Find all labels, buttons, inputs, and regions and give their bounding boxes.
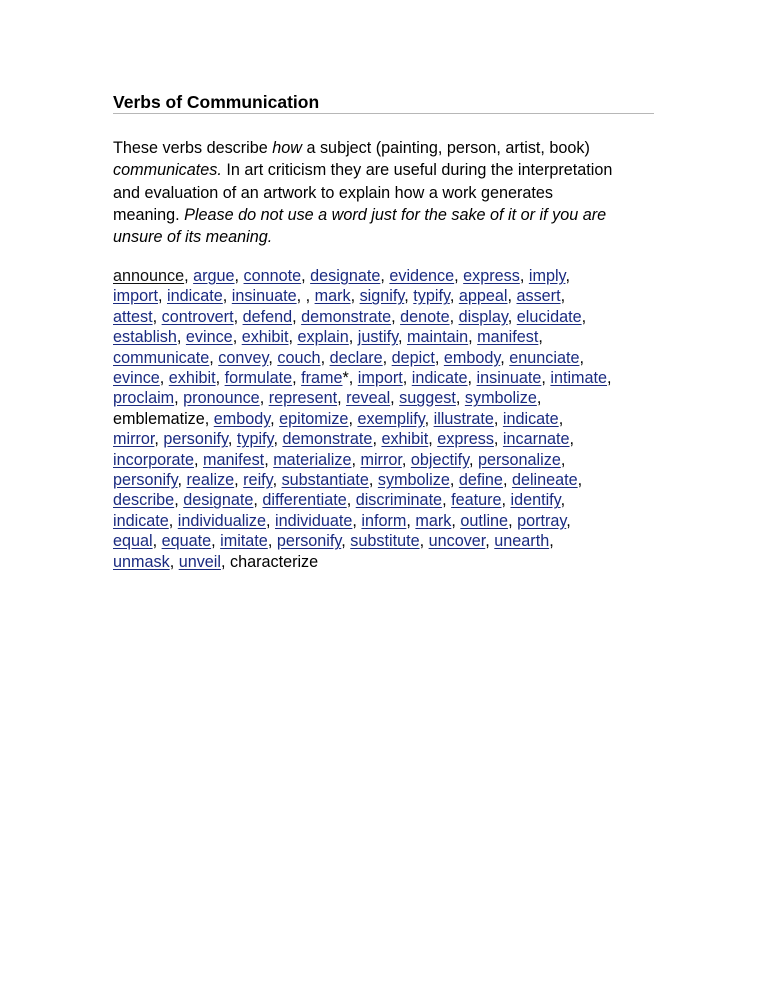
verb-link[interactable]: reveal [346, 389, 391, 408]
intro-line [113, 137, 673, 159]
verb-link[interactable]: outline [460, 511, 509, 530]
verb-separator: , [428, 430, 438, 449]
verb-link[interactable]: suggest [399, 389, 456, 408]
verb-separator: , characterize [220, 552, 319, 571]
verb-separator: , [566, 511, 571, 530]
verb-link[interactable]: demonstrate [301, 307, 392, 326]
verb-link[interactable]: frame [301, 369, 343, 388]
verb-link[interactable]: elucidate [516, 307, 582, 326]
verb-separator: , [449, 471, 459, 490]
verb-separator: , [176, 328, 186, 347]
verb-separator: , [419, 532, 429, 551]
verb-row [113, 490, 673, 510]
verb-link[interactable]: indicate [113, 511, 169, 530]
intro-text: and evaluation of an artwork to explain how a work generates [113, 183, 554, 202]
verb-separator: , [577, 471, 583, 490]
verb-link[interactable]: connote [243, 267, 302, 285]
verb-link[interactable]: incarnate [502, 430, 570, 449]
verb-link[interactable]: communicate [113, 348, 210, 367]
verb-separator: , [159, 369, 169, 388]
verb-separator: , [292, 369, 302, 388]
verb-row [113, 348, 673, 368]
verb-row [113, 388, 673, 408]
verb-separator: , [538, 328, 543, 347]
verb-separator: , [565, 267, 570, 285]
verb-link[interactable]: convey [218, 348, 269, 367]
verb-link[interactable]: imitate [220, 532, 268, 551]
verb-separator: , [404, 287, 414, 306]
verb-separator: , [272, 471, 282, 490]
verb-link[interactable]: feature [451, 491, 502, 510]
intro-text: These verbs describe [113, 139, 273, 157]
verb-link[interactable]: display [458, 307, 508, 326]
verb-link[interactable]: express [463, 267, 520, 285]
verb-link[interactable]: indicate [166, 287, 223, 306]
verb-link[interactable]: evince [113, 369, 160, 388]
verb-link[interactable]: maintain [406, 328, 469, 347]
verb-separator: , [493, 430, 503, 449]
verb-separator: , [451, 511, 461, 530]
verb-link[interactable]: express [437, 430, 494, 449]
verb-link[interactable]: formulate [224, 369, 293, 388]
verb-row [113, 511, 673, 531]
verb-separator: , [301, 267, 311, 285]
intro-italic-text: unsure of its meaning. [113, 228, 273, 247]
verb-separator: , [500, 348, 510, 367]
verb-separator: , [211, 532, 221, 551]
verb-separator: , [502, 471, 512, 490]
verb-link[interactable]: personify [276, 532, 342, 551]
verb-separator: , [401, 450, 411, 469]
intro-line [113, 226, 673, 248]
verb-separator: , [234, 471, 244, 490]
verb-link[interactable]: evince [185, 328, 233, 347]
verb-separator: , [346, 491, 356, 510]
verb-link[interactable]: assert [516, 287, 561, 306]
verb-separator: , [519, 267, 529, 285]
verb-list [113, 266, 673, 572]
verb-link[interactable]: substitute [350, 532, 420, 551]
verb-link[interactable]: exhibit [241, 328, 289, 347]
verb-separator: , [579, 348, 584, 367]
verb-separator: , [169, 552, 179, 571]
verb-link[interactable]: exhibit [168, 369, 216, 388]
verb-separator: , [152, 307, 162, 326]
verb-separator: , [558, 409, 564, 428]
page-title: Verbs of Communication [113, 92, 654, 114]
verb-separator: , [468, 328, 478, 347]
verb-separator: , [467, 369, 477, 388]
verb-separator: emblematize, [113, 409, 214, 428]
verb-separator: *, [342, 369, 358, 388]
verb-separator: , [380, 267, 390, 285]
intro-italic-text: Please do not use a word just for the sake of it or if you are [184, 205, 607, 224]
verb-separator: , [508, 511, 518, 530]
verb-separator: , [560, 450, 566, 469]
verb-separator: , [168, 511, 178, 530]
verb-separator: , [402, 369, 412, 388]
verb-link[interactable]: establish [113, 328, 177, 347]
verb-row [113, 552, 673, 572]
verb-separator: , [267, 532, 277, 551]
verb-link[interactable]: imply [528, 267, 566, 285]
verb-separator: , [455, 389, 465, 408]
verb-separator: , [222, 287, 232, 306]
verb-link[interactable]: uncover [428, 532, 486, 551]
verb-separator: , [454, 267, 464, 285]
verb-link[interactable]: realize [186, 471, 235, 490]
verb-separator: , [351, 450, 361, 469]
verb-link[interactable]: exemplify [357, 409, 425, 428]
verb-link[interactable]: define [458, 471, 503, 490]
verb-row [113, 409, 673, 429]
verb-separator: , [264, 450, 274, 469]
verb-row [113, 531, 673, 551]
verb-link[interactable]: signify [359, 287, 405, 306]
intro-italic-text: communicates. [113, 161, 222, 180]
intro-italic-text: how [272, 139, 302, 157]
verb-link[interactable]: illustrate [433, 409, 494, 428]
verb-link[interactable]: defend [242, 307, 293, 326]
verb-link[interactable]: materialize [273, 450, 352, 469]
verb-separator: , [449, 307, 459, 326]
verb-link[interactable]: personify [113, 471, 178, 490]
intro-line [113, 159, 673, 181]
verb-link[interactable]: incorporate [113, 450, 194, 469]
verb-separator: , [541, 369, 551, 388]
verb-link[interactable]: typify [413, 287, 450, 306]
verb-separator: , [397, 328, 407, 347]
verb-separator: , [507, 307, 517, 326]
verb-link[interactable]: embody [213, 409, 271, 428]
verb-link[interactable]: unearth [494, 532, 550, 551]
verb-link[interactable]: unmask [113, 552, 170, 571]
verb-link[interactable]: discriminate [355, 491, 443, 510]
verb-link[interactable]: identify [510, 491, 561, 510]
verb-separator: , [233, 307, 243, 326]
verb-link[interactable]: insinuate [476, 369, 542, 388]
verb-separator: , [560, 491, 566, 510]
verb-separator: , [507, 287, 517, 306]
verb-separator: , [501, 491, 511, 510]
verb-separator: , [209, 348, 219, 367]
verb-link[interactable]: controvert [161, 307, 234, 326]
verb-link[interactable]: import [113, 287, 158, 306]
verb-link[interactable]: personalize [478, 450, 561, 469]
verb-separator: , [348, 409, 358, 428]
verb-link[interactable]: symbolize [464, 389, 537, 408]
intro-line [113, 182, 673, 204]
verb-separator: , [607, 369, 612, 388]
verb-link[interactable]: justify [357, 328, 398, 347]
verb-link[interactable]: embody [443, 348, 501, 367]
verb-link[interactable]: couch [277, 348, 321, 367]
verb-separator: , [259, 389, 269, 408]
verb-link[interactable]: indicate [502, 409, 559, 428]
verb-separator: , [581, 307, 587, 326]
verb-link[interactable]: describe [113, 491, 175, 510]
verb-separator: , [177, 471, 187, 490]
verb-link[interactable]: symbolize [377, 471, 450, 490]
verb-link[interactable]: individuate [274, 511, 353, 530]
verb-link[interactable]: designate [310, 267, 381, 285]
verb-separator: , [288, 328, 298, 347]
verb-separator: , [215, 369, 225, 388]
verb-link[interactable]: explain [297, 328, 349, 347]
verb-link[interactable]: unveil [178, 552, 221, 571]
verb-link[interactable]: substantiate [281, 471, 369, 490]
verb-link[interactable]: depict [391, 348, 435, 367]
verb-row [113, 368, 673, 388]
verb-separator: , [337, 389, 347, 408]
verb-separator: , [265, 511, 275, 530]
verb-row [113, 327, 673, 347]
verb-separator: , [348, 328, 358, 347]
verb-link[interactable]: argue [193, 267, 235, 285]
verb-separator: , [320, 348, 330, 367]
verb-separator: , [154, 430, 164, 449]
verb-row [113, 307, 673, 327]
verb-separator: , [434, 348, 444, 367]
verb-separator: , [536, 389, 542, 408]
verb-separator: , [390, 389, 400, 408]
verb-separator: , [372, 430, 382, 449]
verb-link[interactable]: manifest [477, 328, 539, 347]
verb-separator: , [549, 532, 554, 551]
verb-link[interactable]: epitomize [279, 409, 349, 428]
verb-separator: , [270, 409, 280, 428]
verb-separator: , [560, 287, 566, 306]
verb-link[interactable]: exhibit [381, 430, 429, 449]
verb-separator: , [292, 307, 302, 326]
intro-paragraph [113, 137, 673, 248]
verb-row [113, 450, 673, 470]
verb-link[interactable]: mark [314, 287, 351, 306]
verb-link[interactable]: mirror [113, 430, 155, 449]
verb-link[interactable]: typify [236, 430, 274, 449]
verb-separator: , [350, 287, 360, 306]
verb-separator: , [485, 532, 495, 551]
verb-separator: , , [296, 287, 315, 306]
verb-link[interactable]: manifest [203, 450, 265, 469]
verb-link[interactable]: equal [113, 532, 153, 551]
verb-link[interactable]: demonstrate [282, 430, 373, 449]
verb-separator: , [469, 450, 479, 469]
verb-link[interactable]: declare [329, 348, 383, 367]
verb-link[interactable]: appeal [458, 287, 508, 306]
verb-separator: , [424, 409, 434, 428]
verb-separator: , [391, 307, 401, 326]
verb-separator: , [382, 348, 392, 367]
verb-separator: , [442, 491, 452, 510]
verb-separator: , [352, 511, 362, 530]
verb-link[interactable]: evidence [389, 267, 455, 285]
verb-separator: , [341, 532, 351, 551]
verb-separator: , [406, 511, 416, 530]
verb-separator: , [184, 267, 194, 285]
verb-link[interactable]: mark [415, 511, 452, 530]
verb-separator: , [157, 287, 167, 306]
verb-separator: , [227, 430, 237, 449]
verb-separator: , [449, 287, 459, 306]
verb-separator: , [569, 430, 575, 449]
verb-row [113, 429, 673, 449]
intro-text: meaning. [113, 205, 185, 224]
verb-link[interactable]: enunciate [509, 348, 580, 367]
verb-separator: , [234, 267, 244, 285]
verb-separator: , [368, 471, 378, 490]
verb-link[interactable]: intimate [550, 369, 608, 388]
verb-link[interactable]: announce [113, 267, 185, 285]
verb-separator: , [152, 532, 162, 551]
verb-link[interactable]: inform [361, 511, 407, 530]
verb-link[interactable]: personify [163, 430, 228, 449]
intro-text: In art criticism they are useful during the interpretation [221, 161, 613, 180]
verb-separator: , [493, 409, 503, 428]
verb-link[interactable]: designate [183, 491, 254, 510]
verb-separator: , [174, 491, 184, 510]
verb-link[interactable]: portray [517, 511, 567, 530]
verb-link[interactable]: reify [243, 471, 273, 490]
verb-link[interactable]: mirror [360, 450, 402, 469]
verb-link[interactable]: proclaim [113, 389, 175, 408]
verb-separator: , [268, 348, 278, 367]
intro-line [113, 204, 673, 226]
verb-row [113, 266, 673, 286]
verb-row [113, 470, 673, 490]
verb-link[interactable]: indicate [411, 369, 468, 388]
verb-separator: , [174, 389, 184, 408]
verb-separator: , [194, 450, 203, 469]
verb-link[interactable]: delineate [511, 471, 578, 490]
verb-link[interactable]: objectify [410, 450, 470, 469]
verb-link[interactable]: attest [113, 307, 153, 326]
verb-link[interactable]: represent [268, 389, 338, 408]
verb-separator: , [253, 491, 263, 510]
verb-link[interactable]: insinuate [231, 287, 297, 306]
verb-link[interactable]: import [357, 369, 403, 388]
verb-link[interactable]: pronounce [183, 389, 260, 408]
verb-link[interactable]: individualize [177, 511, 266, 530]
intro-text: a subject (painting, person, artist, book) [301, 139, 590, 157]
verb-separator: , [232, 328, 242, 347]
verb-link[interactable]: equate [161, 532, 212, 551]
verb-link[interactable]: differentiate [262, 491, 347, 510]
verb-row [113, 286, 673, 306]
verb-link[interactable]: denote [400, 307, 450, 326]
verb-separator: , [273, 430, 283, 449]
